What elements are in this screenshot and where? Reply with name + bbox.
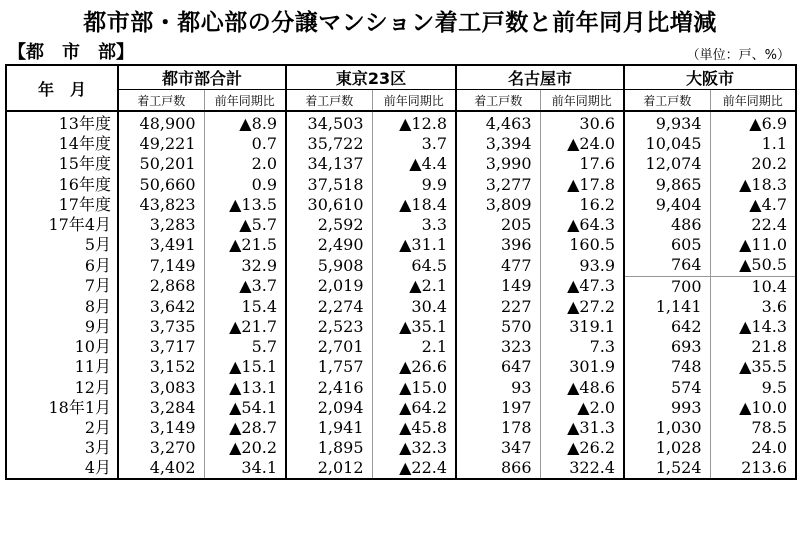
row-date-label: 16年度 <box>6 175 118 195</box>
yoy-cell: ▲21.7 <box>204 317 286 337</box>
table-row <box>6 255 796 276</box>
yoy-cell: 3.3 <box>372 215 456 235</box>
row-date-label: 9月 <box>6 317 118 337</box>
yoy-cell: 10.4 <box>710 276 796 297</box>
units-cell: 2,012 <box>286 458 372 479</box>
units-cell: 4,402 <box>118 458 204 479</box>
units-cell: 396 <box>456 235 540 255</box>
yoy-cell: ▲3.7 <box>204 276 286 297</box>
yoy-cell: ▲13.1 <box>204 377 286 397</box>
yoy-cell: 7.3 <box>540 337 624 357</box>
row-date-label: 10月 <box>6 337 118 357</box>
yoy-cell: 1.1 <box>710 134 796 154</box>
yoy-cell: 34.1 <box>204 458 286 479</box>
yoy-cell: ▲26.2 <box>540 438 624 458</box>
yoy-cell: ▲11.0 <box>710 235 796 255</box>
units-subheader: 着工戸数 <box>286 90 372 112</box>
yoy-cell: ▲18.3 <box>710 175 796 195</box>
yoy-cell: ▲24.0 <box>540 134 624 154</box>
table-row <box>6 317 796 337</box>
units-cell: 574 <box>624 377 710 397</box>
yoy-cell: 5.7 <box>204 337 286 357</box>
units-subheader: 着工戸数 <box>118 90 204 112</box>
yoy-cell: ▲28.7 <box>204 418 286 438</box>
yoy-cell: 24.0 <box>710 438 796 458</box>
units-cell: 50,660 <box>118 175 204 195</box>
units-cell: 30,610 <box>286 195 372 215</box>
units-cell: 1,757 <box>286 357 372 377</box>
units-cell: 3,394 <box>456 134 540 154</box>
units-cell: 93 <box>456 377 540 397</box>
units-cell: 48,900 <box>118 111 204 134</box>
units-cell: 2,094 <box>286 398 372 418</box>
yoy-cell: ▲15.0 <box>372 377 456 397</box>
units-cell: 993 <box>624 398 710 418</box>
units-cell: 2,019 <box>286 276 372 297</box>
units-cell: 3,083 <box>118 377 204 397</box>
yoy-cell: ▲64.2 <box>372 398 456 418</box>
yoy-cell: 64.5 <box>372 255 456 276</box>
yoy-cell: ▲17.8 <box>540 175 624 195</box>
yoy-cell: ▲22.4 <box>372 458 456 479</box>
row-date-label: 17年4月 <box>6 215 118 235</box>
data-table <box>5 64 797 480</box>
table-body <box>6 111 796 479</box>
units-cell: 570 <box>456 317 540 337</box>
table-row <box>6 357 796 377</box>
yoy-cell: 30.4 <box>372 297 456 317</box>
yoy-cell: ▲21.5 <box>204 235 286 255</box>
yoy-cell: ▲54.1 <box>204 398 286 418</box>
yoy-cell: 9.9 <box>372 175 456 195</box>
units-cell: 2,701 <box>286 337 372 357</box>
units-cell: 50,201 <box>118 154 204 174</box>
units-cell: 477 <box>456 255 540 276</box>
yoy-cell: ▲6.9 <box>710 111 796 134</box>
table-row <box>6 195 796 215</box>
units-cell: 748 <box>624 357 710 377</box>
yoy-cell: 30.6 <box>540 111 624 134</box>
row-date-label: 18年1月 <box>6 398 118 418</box>
yoy-subheader: 前年同期比 <box>710 90 796 112</box>
units-cell: 3,990 <box>456 154 540 174</box>
row-date-label: 17年度 <box>6 195 118 215</box>
yoy-cell: 213.6 <box>710 458 796 479</box>
units-subheader: 着工戸数 <box>624 90 710 112</box>
row-date-label: 6月 <box>6 255 118 276</box>
row-date-label: 7月 <box>6 276 118 297</box>
row-date-label: 15年度 <box>6 154 118 174</box>
yoy-cell: ▲31.3 <box>540 418 624 438</box>
unit-label: （単位：戸、%） <box>686 48 790 63</box>
yoy-cell: 17.6 <box>540 154 624 174</box>
units-cell: 323 <box>456 337 540 357</box>
row-date-label: 12月 <box>6 377 118 397</box>
units-cell: 2,416 <box>286 377 372 397</box>
table-row <box>6 111 796 134</box>
units-cell: 2,868 <box>118 276 204 297</box>
row-date-label: 11月 <box>6 357 118 377</box>
city-header: 都市部合計 <box>118 65 286 90</box>
row-date-label: 5月 <box>6 235 118 255</box>
yoy-cell: ▲14.3 <box>710 317 796 337</box>
yoy-cell: 15.4 <box>204 297 286 317</box>
city-header: 名古屋市 <box>456 65 624 90</box>
yoy-cell: ▲35.5 <box>710 357 796 377</box>
yoy-cell: ▲4.7 <box>710 195 796 215</box>
yoy-cell: 0.7 <box>204 134 286 154</box>
units-cell: 693 <box>624 337 710 357</box>
units-cell: 3,277 <box>456 175 540 195</box>
units-cell: 647 <box>456 357 540 377</box>
yoy-cell: 78.5 <box>710 418 796 438</box>
yoy-cell: 9.5 <box>710 377 796 397</box>
units-cell: 3,149 <box>118 418 204 438</box>
table-row <box>6 215 796 235</box>
yoy-cell: 2.0 <box>204 154 286 174</box>
units-cell: 486 <box>624 215 710 235</box>
table-row <box>6 154 796 174</box>
units-cell: 9,404 <box>624 195 710 215</box>
date-column-header: 年 月 <box>6 65 118 111</box>
yoy-cell: ▲32.3 <box>372 438 456 458</box>
units-cell: 12,074 <box>624 154 710 174</box>
units-cell: 3,491 <box>118 235 204 255</box>
yoy-cell: ▲45.8 <box>372 418 456 438</box>
units-cell: 9,865 <box>624 175 710 195</box>
yoy-cell: ▲20.2 <box>204 438 286 458</box>
yoy-cell: 21.8 <box>710 337 796 357</box>
yoy-cell: ▲31.1 <box>372 235 456 255</box>
units-cell: 2,592 <box>286 215 372 235</box>
units-cell: 3,270 <box>118 438 204 458</box>
yoy-cell: 3.6 <box>710 297 796 317</box>
yoy-cell: ▲64.3 <box>540 215 624 235</box>
row-date-label: 2月 <box>6 418 118 438</box>
yoy-subheader: 前年同期比 <box>204 90 286 112</box>
units-cell: 3,642 <box>118 297 204 317</box>
yoy-cell: 160.5 <box>540 235 624 255</box>
table-row <box>6 235 796 255</box>
yoy-cell: ▲2.0 <box>540 398 624 418</box>
table-row <box>6 438 796 458</box>
row-date-label: 3月 <box>6 438 118 458</box>
yoy-cell: ▲47.3 <box>540 276 624 297</box>
yoy-cell: 322.4 <box>540 458 624 479</box>
units-cell: 866 <box>456 458 540 479</box>
table-row <box>6 337 796 357</box>
units-cell: 4,463 <box>456 111 540 134</box>
table-row <box>6 458 796 479</box>
units-cell: 205 <box>456 215 540 235</box>
table-row <box>6 297 796 317</box>
units-cell: 7,149 <box>118 255 204 276</box>
units-cell: 3,284 <box>118 398 204 418</box>
yoy-subheader: 前年同期比 <box>372 90 456 112</box>
units-cell: 197 <box>456 398 540 418</box>
units-cell: 3,152 <box>118 357 204 377</box>
yoy-cell: 301.9 <box>540 357 624 377</box>
units-cell: 3,735 <box>118 317 204 337</box>
yoy-cell: ▲35.1 <box>372 317 456 337</box>
yoy-cell: 3.7 <box>372 134 456 154</box>
yoy-cell: ▲10.0 <box>710 398 796 418</box>
yoy-cell: ▲50.5 <box>710 255 796 276</box>
units-cell: 3,717 <box>118 337 204 357</box>
units-cell: 1,941 <box>286 418 372 438</box>
table-row <box>6 418 796 438</box>
table-row <box>6 398 796 418</box>
units-cell: 1,895 <box>286 438 372 458</box>
yoy-cell: ▲5.7 <box>204 215 286 235</box>
units-cell: 1,028 <box>624 438 710 458</box>
yoy-cell: 93.9 <box>540 255 624 276</box>
yoy-cell: ▲13.5 <box>204 195 286 215</box>
units-cell: 43,823 <box>118 195 204 215</box>
units-cell: 37,518 <box>286 175 372 195</box>
units-cell: 49,221 <box>118 134 204 154</box>
units-cell: 2,490 <box>286 235 372 255</box>
yoy-cell: 0.9 <box>204 175 286 195</box>
city-header: 東京23区 <box>286 65 456 90</box>
row-date-label: 13年度 <box>6 111 118 134</box>
row-date-label: 4月 <box>6 458 118 479</box>
yoy-cell: 319.1 <box>540 317 624 337</box>
table-row <box>6 276 796 297</box>
page-title: 都市部・都心部の分譲マンション着工戸数と前年同月比増減 <box>83 10 717 36</box>
units-cell: 1,141 <box>624 297 710 317</box>
units-cell: 35,722 <box>286 134 372 154</box>
yoy-cell: 2.1 <box>372 337 456 357</box>
units-cell: 3,283 <box>118 215 204 235</box>
units-cell: 149 <box>456 276 540 297</box>
table-row <box>6 175 796 195</box>
units-cell: 3,809 <box>456 195 540 215</box>
row-date-label: 14年度 <box>6 134 118 154</box>
units-cell: 1,030 <box>624 418 710 438</box>
yoy-subheader: 前年同期比 <box>540 90 624 112</box>
units-cell: 605 <box>624 235 710 255</box>
units-cell: 5,908 <box>286 255 372 276</box>
units-cell: 347 <box>456 438 540 458</box>
units-cell: 34,137 <box>286 154 372 174</box>
units-cell: 34,503 <box>286 111 372 134</box>
units-cell: 178 <box>456 418 540 438</box>
units-cell: 700 <box>624 276 710 297</box>
yoy-cell: 16.2 <box>540 195 624 215</box>
units-cell: 9,934 <box>624 111 710 134</box>
yoy-cell: ▲2.1 <box>372 276 456 297</box>
yoy-cell: ▲8.9 <box>204 111 286 134</box>
yoy-cell: ▲48.6 <box>540 377 624 397</box>
units-subheader: 着工戸数 <box>456 90 540 112</box>
table-row <box>6 134 796 154</box>
units-cell: 2,523 <box>286 317 372 337</box>
row-date-label: 8月 <box>6 297 118 317</box>
units-cell: 2,274 <box>286 297 372 317</box>
units-cell: 1,524 <box>624 458 710 479</box>
yoy-cell: 20.2 <box>710 154 796 174</box>
table-row <box>6 377 796 397</box>
units-cell: 10,045 <box>624 134 710 154</box>
section-label: 【都 市 部】 <box>8 42 134 63</box>
city-header: 大阪市 <box>624 65 796 90</box>
units-cell: 642 <box>624 317 710 337</box>
yoy-cell: ▲12.8 <box>372 111 456 134</box>
yoy-cell: ▲4.4 <box>372 154 456 174</box>
yoy-cell: ▲18.4 <box>372 195 456 215</box>
yoy-cell: ▲27.2 <box>540 297 624 317</box>
units-cell: 227 <box>456 297 540 317</box>
yoy-cell: ▲15.1 <box>204 357 286 377</box>
yoy-cell: 22.4 <box>710 215 796 235</box>
units-cell: 764 <box>624 255 710 276</box>
yoy-cell: ▲26.6 <box>372 357 456 377</box>
yoy-cell: 32.9 <box>204 255 286 276</box>
